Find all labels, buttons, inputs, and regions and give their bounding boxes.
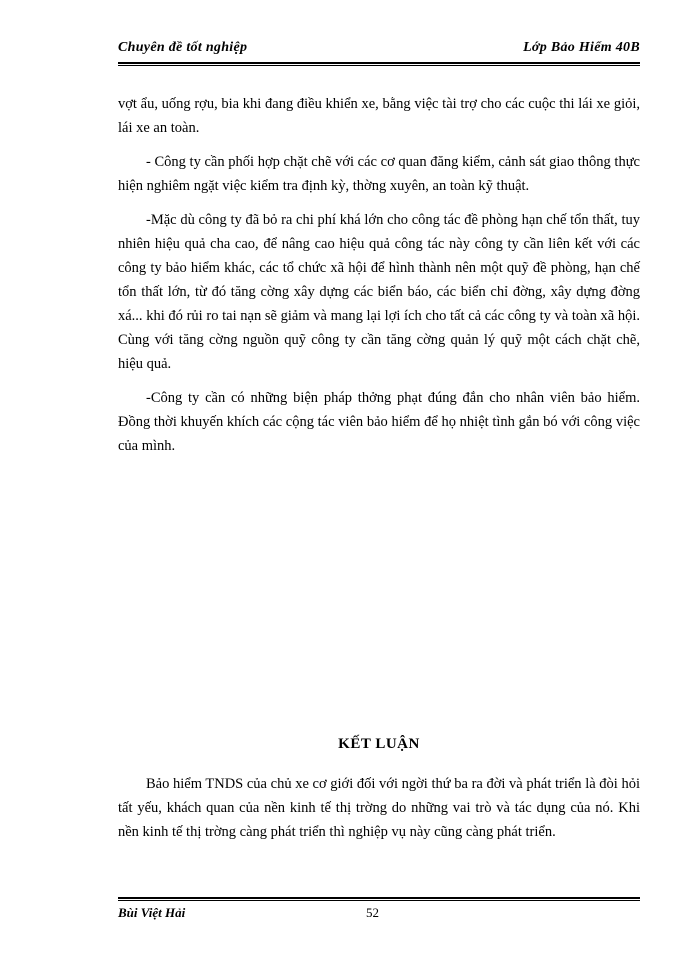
page-header — [118, 40, 640, 60]
conclusion-section — [118, 772, 640, 844]
conclusion-heading: KẾT LUẬN — [338, 736, 420, 752]
body-section — [118, 92, 640, 458]
footer-author: Bùi Việt Hải — [118, 905, 186, 920]
paragraph-2: - Công ty cần phối hợp chặt chẽ với các cơ quan đăng kiểm, cảnh sát giao thông thực hiện nghiêm ngặt việc kiểm tra định kỳ, thờng xuyên, an toàn kỹ thuật. — [118, 154, 640, 194]
paragraph-4: -Công ty cần có những biện pháp thởng phạt đúng đắn cho nhân viên bảo hiểm. Đồng thời khuyến khích các cộng tác viên bảo hiểm để họ nhiệt tình gắn bó với công việc của mình. — [118, 390, 640, 454]
footer-divider — [118, 897, 640, 901]
page-number: 52 — [366, 905, 379, 920]
paragraph-1: vợt ẩu, uống rợu, bia khi đang điều khiển xe, bằng việc tài trợ cho các cuộc thi lái xe giỏi, lái xe an toàn. — [118, 96, 640, 136]
header-class-name: Lớp Bảo Hiểm 40B — [523, 40, 640, 55]
conclusion-paragraph: Bảo hiểm TNDS của chủ xe cơ giới đối với ngời thứ ba ra đời và phát triển là đòi hỏi tất yếu, khách quan của nền kinh tế thị trờng do những vai trò và tác dụng của nó. Khi nền kinh tế thị trờng càng phát triển thì nghiệp vụ này cũng càng phát triển. — [118, 776, 640, 840]
paragraph-3: -Mặc dù công ty đã bỏ ra chi phí khá lớn cho công tác đề phòng hạn chế tổn thất, tuy nhiên hiệu quả cha cao, để nâng cao hiệu quả công tác này công ty cần liên kết với các công ty bảo hiểm khác, các tổ chức xã hội để hình thành nên một quỹ đề phòng, hạn chế tổn thất lớn, từ đó tăng cờng xây dựng các biển báo, các biển chỉ đờng, xây dựng đờng xá... khi đó rủi ro tai nạn sẽ giảm và mang lại lợi ích cho tất cả các công ty và toàn xã hội. Cùng với tăng cờng nguồn quỹ công ty cần tăng cờng quản lý quỹ một cách chặt chẽ, hiệu quả. — [118, 212, 640, 372]
header-divider — [118, 62, 640, 66]
header-document-title: Chuyên đề tốt nghiệp — [118, 40, 248, 55]
